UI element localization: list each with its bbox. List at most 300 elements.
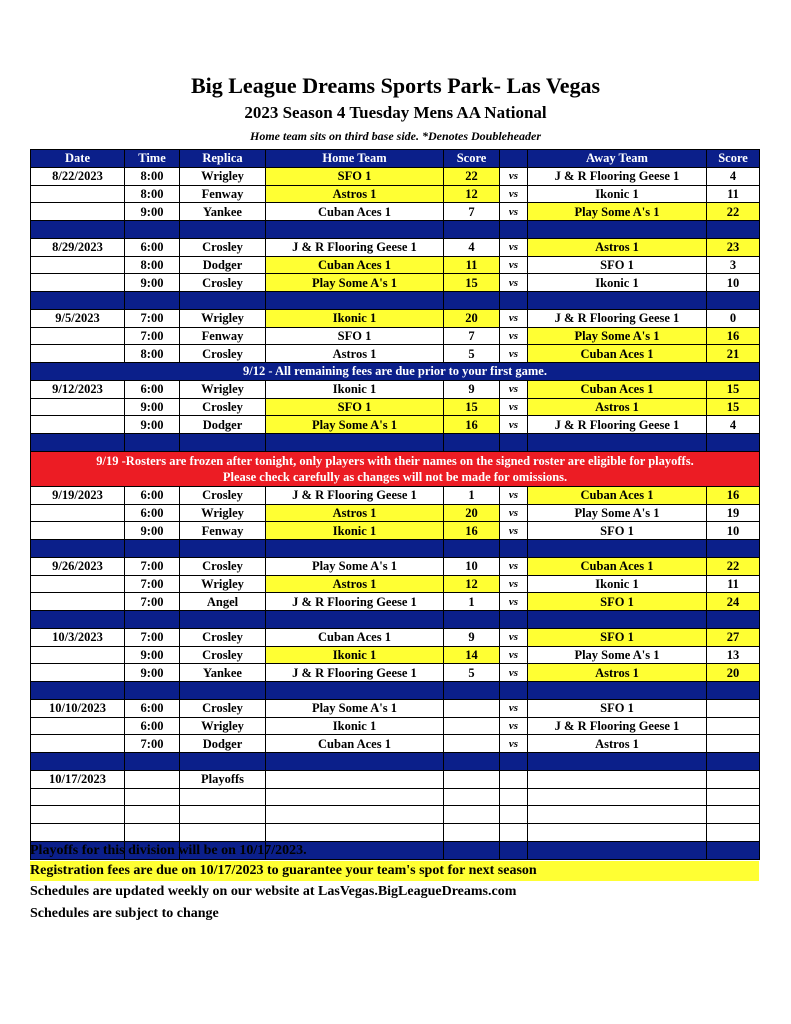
separator-row: [31, 611, 760, 629]
page-title: Big League Dreams Sports Park- Las Vegas: [190, 73, 601, 98]
vs-cell: vs: [500, 664, 528, 682]
home-team-cell: Ikonic 1: [266, 646, 444, 664]
separator-cell: [266, 540, 444, 558]
separator-cell: [125, 292, 180, 310]
column-header-away-score: Score: [707, 150, 760, 168]
separator-row: [31, 540, 760, 558]
away-team-cell: Astros 1: [528, 735, 707, 753]
table-row: [31, 646, 760, 664]
time-cell: 8:00: [125, 256, 180, 274]
date-cell: [31, 664, 125, 682]
away-score-cell: 0: [707, 309, 760, 327]
empty-cell: [500, 770, 528, 788]
separator-cell: [31, 682, 125, 700]
separator-cell: [707, 611, 760, 629]
home-score-cell: 1: [444, 593, 500, 611]
replica-cell: Fenway: [180, 327, 266, 345]
away-team-cell: Play Some A's 1: [528, 327, 707, 345]
away-team-cell: Cuban Aces 1: [528, 486, 707, 504]
separator-cell: [444, 682, 500, 700]
vs-cell: vs: [500, 699, 528, 717]
table-row: [31, 575, 760, 593]
table-row: [31, 256, 760, 274]
separator-cell: [707, 753, 760, 771]
separator-cell: [528, 540, 707, 558]
separator-cell: [180, 221, 266, 239]
date-cell: [31, 416, 125, 434]
table-row: [31, 593, 760, 611]
empty-cell: [266, 806, 444, 824]
home-team-cell: Astros 1: [266, 185, 444, 203]
time-cell: 6:00: [125, 486, 180, 504]
time-cell: 9:00: [125, 416, 180, 434]
separator-cell: [444, 292, 500, 310]
away-team-cell: Play Some A's 1: [528, 646, 707, 664]
replica-cell: Wrigley: [180, 575, 266, 593]
warning-row: [31, 451, 760, 486]
separator-cell: [707, 841, 760, 859]
footer-change-note: Schedules are subject to change: [30, 906, 219, 921]
away-team-cell: J & R Flooring Geese 1: [528, 717, 707, 735]
away-team-cell: Cuban Aces 1: [528, 380, 707, 398]
home-team-cell: Ikonic 1: [266, 380, 444, 398]
home-score-cell: [444, 735, 500, 753]
table-row: [31, 167, 760, 185]
empty-cell: [444, 770, 500, 788]
away-team-cell: SFO 1: [528, 593, 707, 611]
away-score-cell: 16: [707, 327, 760, 345]
table-row: [31, 735, 760, 753]
table-row: [31, 628, 760, 646]
column-header-date: Date: [31, 150, 125, 168]
time-cell: 7:00: [125, 327, 180, 345]
replica-cell: Dodger: [180, 416, 266, 434]
date-cell: [31, 575, 125, 593]
vs-cell: vs: [500, 486, 528, 504]
separator-row: [31, 753, 760, 771]
home-team-cell: J & R Flooring Geese 1: [266, 664, 444, 682]
home-score-cell: [444, 717, 500, 735]
time-cell: 9:00: [125, 274, 180, 292]
empty-cell: [528, 824, 707, 842]
time-cell: 7:00: [125, 735, 180, 753]
vs-cell: vs: [500, 575, 528, 593]
separator-cell: [500, 434, 528, 452]
away-score-cell: 21: [707, 345, 760, 363]
time-cell: 8:00: [125, 185, 180, 203]
separator-cell: [500, 540, 528, 558]
vs-cell: vs: [500, 203, 528, 221]
schedule-table: [30, 149, 760, 860]
replica-cell: Crosley: [180, 398, 266, 416]
date-cell: 8/29/2023: [31, 238, 125, 256]
separator-cell: [707, 221, 760, 239]
vs-cell: vs: [500, 345, 528, 363]
away-team-cell: SFO 1: [528, 628, 707, 646]
table-row: [31, 557, 760, 575]
empty-cell: [31, 788, 125, 806]
vs-cell: vs: [500, 646, 528, 664]
separator-cell: [31, 221, 125, 239]
away-score-cell: 3: [707, 256, 760, 274]
date-cell: 9/12/2023: [31, 380, 125, 398]
replica-cell: Yankee: [180, 664, 266, 682]
table-row: [31, 788, 760, 806]
separator-cell: [31, 292, 125, 310]
date-cell: [31, 185, 125, 203]
replica-cell: Dodger: [180, 735, 266, 753]
time-cell: 9:00: [125, 646, 180, 664]
away-score-cell: 22: [707, 557, 760, 575]
table-row: [31, 380, 760, 398]
home-team-cell: Ikonic 1: [266, 522, 444, 540]
table-row: [31, 486, 760, 504]
vs-cell: vs: [500, 380, 528, 398]
empty-cell: [707, 788, 760, 806]
column-header-replica: Replica: [180, 150, 266, 168]
replica-cell: Crosley: [180, 628, 266, 646]
away-team-cell: J & R Flooring Geese 1: [528, 167, 707, 185]
away-score-cell: 15: [707, 398, 760, 416]
empty-cell: [528, 788, 707, 806]
away-team-cell: Ikonic 1: [528, 575, 707, 593]
away-team-cell: Cuban Aces 1: [528, 557, 707, 575]
away-team-cell: Play Some A's 1: [528, 203, 707, 221]
away-team-cell: Play Some A's 1: [528, 504, 707, 522]
home-score-cell: 15: [444, 274, 500, 292]
separator-cell: [266, 753, 444, 771]
separator-cell: [266, 221, 444, 239]
separator-cell: [528, 753, 707, 771]
date-cell: [31, 593, 125, 611]
replica-cell: Wrigley: [180, 504, 266, 522]
separator-cell: [180, 434, 266, 452]
empty-cell: [707, 770, 760, 788]
home-team-cell: Play Some A's 1: [266, 274, 444, 292]
home-team-cell: SFO 1: [266, 167, 444, 185]
separator-cell: [707, 434, 760, 452]
home-score-cell: 15: [444, 398, 500, 416]
roster-warning-line1: 9/19 -Rosters are frozen after tonight, only players with their names on the signed roster are eligible for playoffs.: [96, 453, 694, 468]
home-team-cell: Cuban Aces 1: [266, 628, 444, 646]
empty-cell: [500, 806, 528, 824]
vs-cell: vs: [500, 522, 528, 540]
home-score-cell: 9: [444, 380, 500, 398]
vs-cell: vs: [500, 185, 528, 203]
away-score-cell: 4: [707, 167, 760, 185]
separator-cell: [31, 611, 125, 629]
date-cell: [31, 345, 125, 363]
separator-cell: [444, 540, 500, 558]
away-team-cell: J & R Flooring Geese 1: [528, 416, 707, 434]
home-team-cell: Play Some A's 1: [266, 557, 444, 575]
home-score-cell: 12: [444, 575, 500, 593]
separator-row: [31, 221, 760, 239]
away-score-cell: 10: [707, 274, 760, 292]
table-row: [31, 398, 760, 416]
home-team-cell: SFO 1: [266, 398, 444, 416]
table-row: [31, 203, 760, 221]
vs-cell: vs: [500, 717, 528, 735]
away-score-cell: 11: [707, 185, 760, 203]
away-score-cell: [707, 717, 760, 735]
time-cell: 6:00: [125, 504, 180, 522]
roster-warning-line2: Please check carefully as changes will not be made for omissions.: [222, 469, 568, 484]
home-team-cell: Astros 1: [266, 575, 444, 593]
date-cell: [31, 646, 125, 664]
home-score-cell: 9: [444, 628, 500, 646]
empty-cell: [125, 824, 180, 842]
empty-cell: [180, 806, 266, 824]
vs-cell: vs: [500, 256, 528, 274]
table-row: [31, 664, 760, 682]
empty-cell: [180, 824, 266, 842]
time-cell: 7:00: [125, 628, 180, 646]
replica-cell: Wrigley: [180, 167, 266, 185]
home-team-cell: SFO 1: [266, 327, 444, 345]
table-row: [31, 806, 760, 824]
home-score-cell: 20: [444, 504, 500, 522]
empty-cell: [528, 770, 707, 788]
separator-cell: [528, 841, 707, 859]
home-score-cell: [444, 699, 500, 717]
separator-cell: [180, 682, 266, 700]
table-row: [31, 238, 760, 256]
date-cell: 10/10/2023: [31, 699, 125, 717]
home-score-cell: 14: [444, 646, 500, 664]
empty-cell: [444, 824, 500, 842]
separator-cell: [444, 611, 500, 629]
time-cell: 6:00: [125, 380, 180, 398]
time-cell: 9:00: [125, 203, 180, 221]
home-score-cell: 22: [444, 167, 500, 185]
vs-cell: vs: [500, 593, 528, 611]
home-score-cell: 1: [444, 486, 500, 504]
table-row: [31, 504, 760, 522]
vs-cell: vs: [500, 167, 528, 185]
away-score-cell: 10: [707, 522, 760, 540]
time-cell: 9:00: [125, 522, 180, 540]
away-team-cell: SFO 1: [528, 699, 707, 717]
home-score-cell: 10: [444, 557, 500, 575]
time-cell: 8:00: [125, 345, 180, 363]
date-cell: 9/26/2023: [31, 557, 125, 575]
empty-cell: [266, 824, 444, 842]
footer-playoffs-note: Playoffs for this division will be on 10/17/2023.: [30, 843, 307, 858]
empty-cell: [707, 824, 760, 842]
empty-cell: [707, 806, 760, 824]
vs-cell: vs: [500, 557, 528, 575]
separator-cell: [180, 611, 266, 629]
home-score-cell: 5: [444, 345, 500, 363]
date-cell: 10/3/2023: [31, 628, 125, 646]
away-team-cell: J & R Flooring Geese 1: [528, 309, 707, 327]
time-cell: 6:00: [125, 699, 180, 717]
home-team-cell: Ikonic 1: [266, 309, 444, 327]
home-team-cell: Cuban Aces 1: [266, 735, 444, 753]
vs-cell: vs: [500, 416, 528, 434]
replica-cell: Crosley: [180, 238, 266, 256]
away-team-cell: Ikonic 1: [528, 274, 707, 292]
empty-cell: [266, 770, 444, 788]
separator-cell: [444, 221, 500, 239]
footer-registration-note: Registration fees are due on 10/17/2023 to guarantee your team's spot for next season: [30, 861, 759, 881]
replica-cell: Wrigley: [180, 717, 266, 735]
date-cell: 9/5/2023: [31, 309, 125, 327]
table-row: [31, 327, 760, 345]
separator-cell: [444, 434, 500, 452]
separator-cell: [31, 753, 125, 771]
separator-cell: [125, 540, 180, 558]
separator-cell: [180, 292, 266, 310]
empty-cell: [444, 788, 500, 806]
separator-row: [31, 434, 760, 452]
home-team-cell: Play Some A's 1: [266, 416, 444, 434]
replica-cell: Dodger: [180, 256, 266, 274]
table-row: [31, 309, 760, 327]
table-row: [31, 699, 760, 717]
fees-notice: 9/12 - All remaining fees are due prior to your first game.: [31, 363, 760, 381]
time-cell: 7:00: [125, 309, 180, 327]
away-score-cell: 13: [707, 646, 760, 664]
date-cell: [31, 398, 125, 416]
separator-cell: [500, 611, 528, 629]
time-cell: 9:00: [125, 664, 180, 682]
home-team-cell: Cuban Aces 1: [266, 203, 444, 221]
table-row: [31, 416, 760, 434]
away-score-cell: [707, 699, 760, 717]
separator-cell: [125, 682, 180, 700]
separator-cell: [528, 221, 707, 239]
empty-cell: [31, 824, 125, 842]
away-score-cell: 20: [707, 664, 760, 682]
time-cell: [125, 770, 180, 788]
separator-cell: [125, 221, 180, 239]
away-team-cell: SFO 1: [528, 522, 707, 540]
home-score-cell: 16: [444, 522, 500, 540]
away-team-cell: Cuban Aces 1: [528, 345, 707, 363]
home-team-cell: Cuban Aces 1: [266, 256, 444, 274]
away-score-cell: 24: [707, 593, 760, 611]
home-score-cell: 12: [444, 185, 500, 203]
date-cell: [31, 717, 125, 735]
separator-cell: [707, 292, 760, 310]
separator-cell: [125, 753, 180, 771]
time-cell: 6:00: [125, 717, 180, 735]
separator-cell: [528, 682, 707, 700]
separator-cell: [500, 221, 528, 239]
home-team-cell: Ikonic 1: [266, 717, 444, 735]
away-score-cell: 4: [707, 416, 760, 434]
date-cell: 10/17/2023: [31, 770, 125, 788]
date-cell: 9/19/2023: [31, 486, 125, 504]
vs-cell: vs: [500, 309, 528, 327]
home-team-cell: Play Some A's 1: [266, 699, 444, 717]
empty-cell: [528, 806, 707, 824]
replica-cell: Crosley: [180, 699, 266, 717]
replica-cell: Playoffs: [180, 770, 266, 788]
vs-cell: vs: [500, 398, 528, 416]
home-team-cell: Astros 1: [266, 345, 444, 363]
away-score-cell: 16: [707, 486, 760, 504]
roster-warning: [31, 451, 760, 486]
replica-cell: Fenway: [180, 185, 266, 203]
home-score-cell: 20: [444, 309, 500, 327]
table-header-row: [31, 150, 760, 168]
away-score-cell: 19: [707, 504, 760, 522]
home-team-cell: Astros 1: [266, 504, 444, 522]
home-score-cell: 16: [444, 416, 500, 434]
away-score-cell: [707, 735, 760, 753]
separator-cell: [528, 611, 707, 629]
date-cell: [31, 504, 125, 522]
separator-cell: [180, 753, 266, 771]
empty-cell: [125, 788, 180, 806]
replica-cell: Wrigley: [180, 309, 266, 327]
away-team-cell: Astros 1: [528, 238, 707, 256]
separator-row: [31, 292, 760, 310]
away-team-cell: Ikonic 1: [528, 185, 707, 203]
separator-cell: [31, 434, 125, 452]
separator-cell: [500, 841, 528, 859]
time-cell: 7:00: [125, 575, 180, 593]
replica-cell: Crosley: [180, 486, 266, 504]
empty-cell: [266, 788, 444, 806]
away-team-cell: SFO 1: [528, 256, 707, 274]
separator-cell: [500, 682, 528, 700]
time-cell: 9:00: [125, 398, 180, 416]
vs-cell: vs: [500, 504, 528, 522]
away-score-cell: 27: [707, 628, 760, 646]
separator-cell: [31, 540, 125, 558]
replica-cell: Yankee: [180, 203, 266, 221]
separator-cell: [707, 682, 760, 700]
column-header-home-score: Score: [444, 150, 500, 168]
column-header-vs: [500, 150, 528, 168]
notice-row: [31, 363, 760, 381]
separator-cell: [266, 682, 444, 700]
separator-cell: [444, 753, 500, 771]
replica-cell: Wrigley: [180, 380, 266, 398]
column-header-time: Time: [125, 150, 180, 168]
empty-cell: [125, 806, 180, 824]
page-note: Home team sits on third base side. *Denotes Doubleheader: [250, 129, 541, 143]
date-cell: [31, 327, 125, 345]
table-row: [31, 522, 760, 540]
column-header-home-team: Home Team: [266, 150, 444, 168]
home-score-cell: 4: [444, 238, 500, 256]
time-cell: 7:00: [125, 593, 180, 611]
separator-cell: [180, 540, 266, 558]
home-score-cell: 7: [444, 327, 500, 345]
vs-cell: vs: [500, 327, 528, 345]
away-team-cell: Astros 1: [528, 398, 707, 416]
time-cell: 7:00: [125, 557, 180, 575]
empty-cell: [444, 806, 500, 824]
replica-cell: Crosley: [180, 345, 266, 363]
table-row: [31, 824, 760, 842]
date-cell: [31, 274, 125, 292]
separator-cell: [500, 292, 528, 310]
away-score-cell: 15: [707, 380, 760, 398]
date-cell: 8/22/2023: [31, 167, 125, 185]
home-score-cell: 11: [444, 256, 500, 274]
separator-cell: [125, 434, 180, 452]
replica-cell: Crosley: [180, 274, 266, 292]
separator-cell: [707, 540, 760, 558]
replica-cell: Fenway: [180, 522, 266, 540]
vs-cell: vs: [500, 735, 528, 753]
